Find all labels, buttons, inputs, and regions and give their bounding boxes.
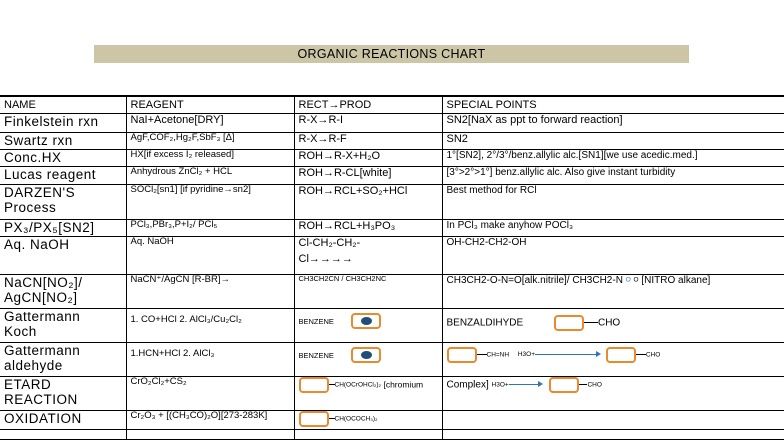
row-reagent: NaCN⁺/AgCN [R-BR]→	[126, 274, 294, 308]
name-line: REACTION	[4, 392, 78, 408]
special-tail: CHO	[645, 350, 661, 358]
name-line: Gattermann	[4, 342, 81, 358]
row-product: R-X→R-I	[294, 113, 442, 132]
row-name	[0, 429, 126, 439]
row-name	[0, 308, 126, 342]
row-product: CH3CH2CN / CH3CH2NC	[294, 274, 442, 308]
row-name	[0, 376, 126, 410]
arrow-label: H3O+	[491, 380, 509, 388]
product-line: Cl-CH₂-CH₂-	[298, 236, 361, 249]
table-row	[0, 113, 784, 132]
product-line: Cl→→→→	[298, 253, 353, 266]
table-row	[0, 274, 784, 308]
row-product	[294, 342, 442, 376]
row-product: ROH→R-CL[white]	[294, 166, 442, 184]
row-name	[0, 274, 126, 308]
row-name: OXIDATION	[0, 410, 126, 429]
row-product	[294, 410, 442, 429]
row-reagent: PCl₃,PBr₃,P+I₂/ PCl₅	[126, 219, 294, 236]
row-reagent: Aq. NaOH	[126, 236, 294, 274]
special-tail: CHO	[597, 317, 621, 329]
name-line: Koch	[4, 324, 37, 340]
product-tail: [chromium	[383, 378, 424, 389]
row-product	[294, 376, 442, 410]
row-reagent: SOCl₂[sn1] [if pyridine→sn2]	[126, 184, 294, 219]
row-name: Aq. NaOH	[0, 236, 126, 274]
row-special	[442, 342, 784, 376]
table-row	[0, 308, 784, 342]
product-tiny: CH(OCrOHCl₂)₂	[334, 380, 382, 388]
row-product: R-X→R-F	[294, 132, 442, 149]
row-special: SN2	[442, 132, 784, 149]
special-sub: O	[633, 276, 639, 284]
benzene-ring-icon	[447, 347, 477, 363]
row-special	[442, 410, 784, 429]
special-text: CH3CH2-O-N=O[alk.nitrile]/ CH3CH2-N	[446, 274, 623, 286]
name-line: aldehyde	[4, 358, 63, 374]
table-row	[0, 410, 784, 429]
row-name: Swartz rxn	[0, 132, 126, 149]
row-special	[442, 376, 784, 410]
row-special: 1°[SN2], 2°/3°/benz.allylic alc.[SN1][we use acedic.med.]	[442, 149, 784, 166]
special-tail: CHO	[587, 380, 602, 388]
reactions-table	[0, 95, 784, 440]
name-line: ETARD	[4, 376, 52, 392]
chart-title: ORGANIC REACTIONS CHART	[94, 45, 689, 63]
row-special: [3°>2°>1°] benz.allylic alc. Also give instant turbidity	[442, 166, 784, 184]
row-name: Finkelstein rxn	[0, 113, 126, 132]
row-reagent: Cr₂O₃ + [(CH₃CO)₂O][273-283K]	[126, 410, 294, 429]
row-special	[442, 429, 784, 439]
name-line: NaCN[NO₂]/	[4, 274, 83, 290]
row-product: ROH→RCL+SO₂+HCl	[294, 184, 442, 219]
bond-line	[584, 322, 598, 323]
arrow-label: H3O+	[517, 350, 536, 358]
special-text: BENZALDIHYDE	[446, 317, 524, 329]
table-row	[0, 342, 784, 376]
product-tiny: CH(OCOCH₃)₂	[334, 414, 378, 422]
row-reagent	[126, 429, 294, 439]
name-line: AgCN[NO₂]	[4, 290, 78, 306]
table-row	[0, 149, 784, 166]
table-row	[0, 132, 784, 149]
table-row	[0, 184, 784, 219]
row-reagent: 1. CO+HCl 2. AlCl₃/Cu₂Cl₂	[126, 308, 294, 342]
benzene-ring-icon	[299, 377, 329, 393]
special-text: Complex]	[446, 379, 489, 391]
row-reagent: HX[if excess I₂ released]	[126, 149, 294, 166]
row-reagent: CrO₂Cl₂+CS₂	[126, 376, 294, 410]
header-reagent: REAGENT	[126, 96, 294, 113]
name-line: Gattermann	[4, 308, 81, 324]
header-product: RECT→PROD	[294, 96, 442, 113]
benzene-ring-icon	[351, 313, 381, 329]
reaction-arrow-icon	[509, 384, 541, 385]
row-special: In PCl₃ make anyhow POCl₃	[442, 219, 784, 236]
row-reagent: Anhydrous ZnCl₂ + HCL	[126, 166, 294, 184]
row-reagent: AgF,COF₂,Hg₂F,SbF₃ [Δ]	[126, 132, 294, 149]
row-special: Best method for RCl	[442, 184, 784, 219]
row-reagent: 1.HCN+HCl 2. AlCl₃	[126, 342, 294, 376]
special-tail: [NITRO alkane]	[641, 274, 711, 286]
benzene-ring-icon	[351, 347, 381, 363]
benzene-ring-icon	[299, 411, 329, 427]
row-name: DARZEN'S Process	[0, 184, 126, 219]
header-row	[0, 96, 784, 113]
table-row	[0, 429, 784, 439]
reaction-arrow-icon	[535, 354, 599, 355]
bond-line	[477, 354, 487, 355]
header-special: SPECIAL POINTS	[442, 96, 784, 113]
header-name: NAME	[0, 96, 126, 113]
row-product	[294, 236, 442, 274]
row-special: SN2[NaX as ppt to forward reaction]	[442, 113, 784, 132]
row-special	[442, 308, 784, 342]
benzene-ring-icon	[554, 315, 584, 331]
row-name: PX₃/PX₅[SN2]	[0, 219, 126, 236]
special-sub: O	[625, 276, 631, 284]
bond-line	[636, 354, 646, 355]
row-name: Lucas reagent	[0, 166, 126, 184]
row-product	[294, 308, 442, 342]
row-name: Conc.HX	[0, 149, 126, 166]
row-name	[0, 342, 126, 376]
table-row	[0, 376, 784, 410]
benzene-ring-icon	[606, 347, 636, 363]
table-row	[0, 166, 784, 184]
product-text: BENZENE	[298, 350, 334, 360]
table-row	[0, 219, 784, 236]
row-product	[294, 429, 442, 439]
row-product: ROH→R-X+H₂O	[294, 149, 442, 166]
row-special	[442, 274, 784, 308]
special-mid: CH=NH	[486, 350, 510, 358]
table-row	[0, 236, 784, 274]
benzene-ring-icon	[549, 377, 579, 393]
row-product: ROH→RCL+H₃PO₃	[294, 219, 442, 236]
product-text: BENZENE	[298, 316, 334, 326]
row-reagent: NaI+Acetone[DRY]	[126, 113, 294, 132]
row-special: OH-CH2-CH2-OH	[442, 236, 784, 274]
